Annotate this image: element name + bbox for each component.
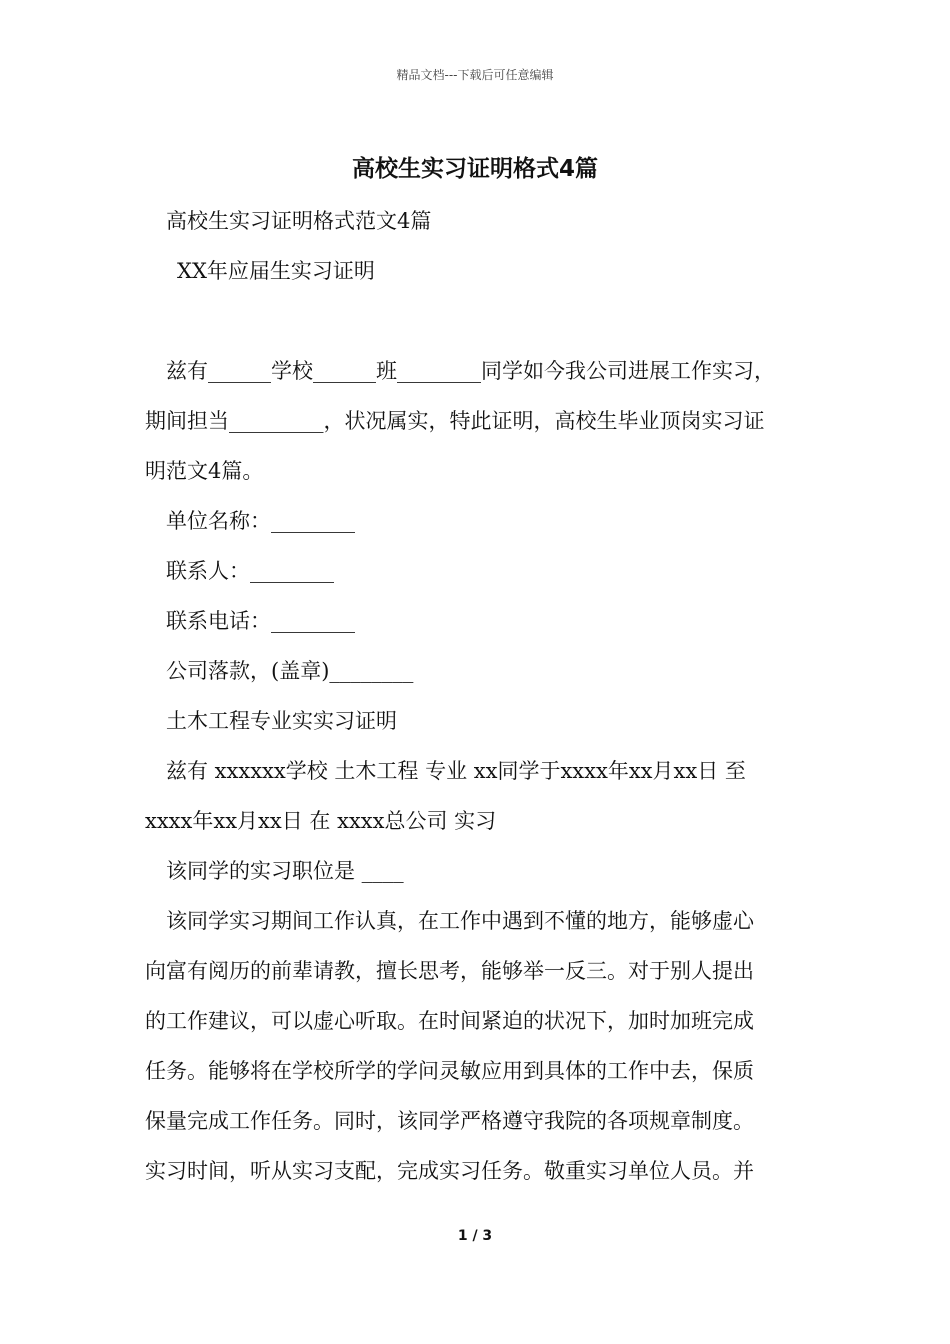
paragraph-line: 兹有 xxxxxx学校 土木工程 专业 xx同学于xxxx年xx月xx日 至	[166, 759, 746, 783]
section-heading: XX年应届生实习证明	[177, 259, 375, 283]
paragraph-line: 实习时间，听从实习支配，完成实习任务。敬重实习单位人员。并	[145, 1159, 754, 1183]
field-unit-name: 单位名称：________	[166, 509, 355, 533]
paragraph-line: 明范文4篇。	[145, 459, 264, 483]
paragraph-line: 该同学实习期间工作认真，在工作中遇到不懂的地方，能够虚心	[166, 909, 754, 933]
paragraph-line: 向富有阅历的前辈请教，擅长思考，能够举一反三。对于别人提出	[145, 959, 754, 983]
subtitle-line: 高校生实习证明格式范文4篇	[166, 209, 432, 233]
paragraph-line: 期间担当_________，状况属实，特此证明，高校生毕业顶岗实习证	[145, 409, 765, 433]
paragraph-line: xxxx年xx月xx日 在 xxxx总公司 实习	[145, 809, 497, 833]
paragraph-line: 该同学的实习职位是 ____	[166, 859, 404, 883]
field-contact: 联系人：________	[166, 559, 334, 583]
paragraph-line: 保量完成工作任务。同时，该同学严格遵守我院的各项规章制度。	[145, 1109, 754, 1133]
paragraph-line: 任务。能够将在学校所学的学问灵敏应用到具体的工作中去，保质	[145, 1059, 754, 1083]
page-number: 1 / 3	[457, 1228, 493, 1244]
paragraph-line: 的工作建议，可以虚心听取。在时间紧迫的状况下，加时加班完成	[145, 1009, 754, 1033]
section-heading: 土木工程专业实实习证明	[166, 709, 397, 733]
document-title: 高校生实习证明格式4篇	[351, 156, 598, 182]
field-phone: 联系电话：________	[166, 609, 355, 633]
header-note: 精品文档---下载后可任意编辑	[396, 68, 554, 82]
paragraph-line: 兹有______学校______班________同学如今我公司进展工作实习，	[166, 359, 775, 383]
field-seal: 公司落款，(盖章)________	[166, 659, 414, 683]
